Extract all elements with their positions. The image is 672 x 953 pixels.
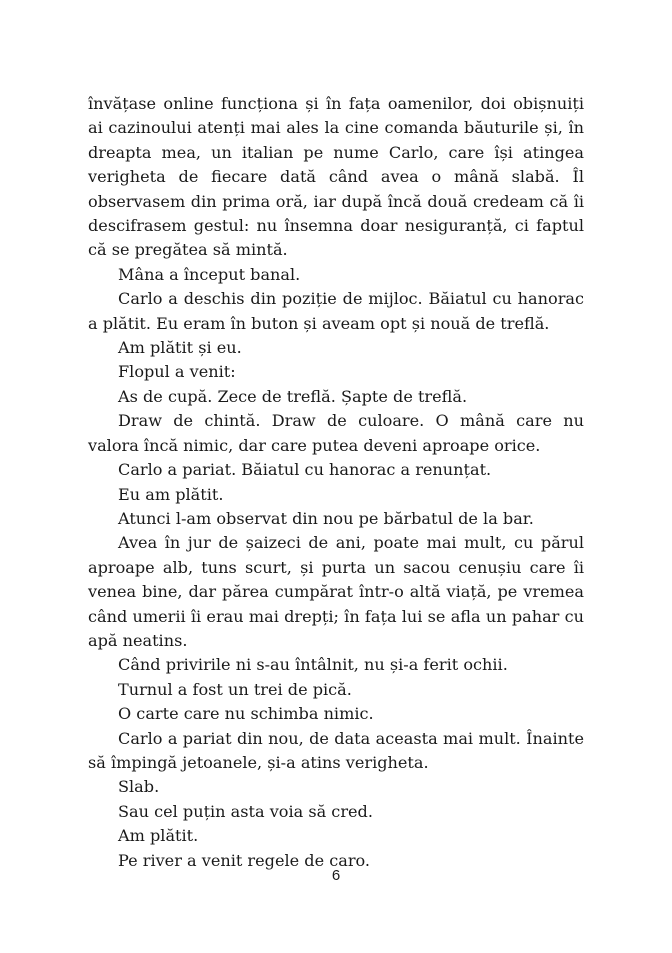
paragraph: Carlo a pariat. Băiatul cu hanorac a renunțat.: [118, 460, 492, 480]
paragraph: Am plătit.: [118, 826, 199, 846]
paragraph: Draw de chintă. Draw de culoare. O mână care nu valora încă nimic, dar care putea deveni aproape orice.: [88, 411, 584, 455]
paragraph: Carlo a pariat din nou, de data aceasta mai mult. Înainte să împingă jetoanele, și-a atins verigheta.: [88, 728, 584, 772]
paragraph: O carte care nu schimba nimic.: [118, 704, 374, 724]
body-text: [88, 92, 584, 873]
paragraph-continued: învățase online funcționa și în fața oamenilor, doi obișnuiți ai cazinoului atenți mai ales la cine comanda băuturile și, în dreapta mea, un italian pe nume Carlo, care își atingea verigheta de fiecare dată când avea o mână slabă. Îl observasem din prima oră, iar după încă două credeam că îi descifrasem gestul: nu însemna doar nesiguranță, ci faptul că se pregătea să mintă.: [88, 94, 584, 260]
paragraph: Sau cel puțin asta voia să cred.: [118, 801, 373, 821]
paragraph: Eu am plătit.: [118, 484, 224, 504]
paragraph: Flopul a venit:: [118, 362, 236, 382]
paragraph: Când privirile ni s-au întâlnit, nu și-a ferit ochii.: [118, 655, 508, 675]
paragraph: Carlo a deschis din poziție de mijloc. Băiatul cu hanorac a plătit. Eu eram în buton și aveam opt și nouă de treflă.: [88, 289, 584, 333]
paragraph: Atunci l-am observat din nou pe bărbatul de la bar.: [118, 508, 534, 528]
paragraph: Am plătit și eu.: [118, 338, 242, 358]
paragraph: Turnul a fost un trei de pică.: [118, 679, 352, 699]
paragraph: Slab.: [118, 777, 160, 797]
paragraph: Pe river a venit regele de caro.: [118, 850, 371, 870]
paragraph: Mâna a început banal.: [118, 264, 301, 284]
page-number: 6: [331, 867, 341, 884]
paragraph: As de cupă. Zece de treflă. Șapte de treflă.: [118, 386, 468, 406]
paragraph: Avea în jur de șaizeci de ani, poate mai mult, cu părul aproape alb, tuns scurt, și purta un sacou cenușiu care îi venea bine, dar părea cumpărat într-o altă viață, pe vremea când umerii îi erau mai drepți; în fața lui se afla un pahar cu apă neatins.: [88, 533, 584, 650]
